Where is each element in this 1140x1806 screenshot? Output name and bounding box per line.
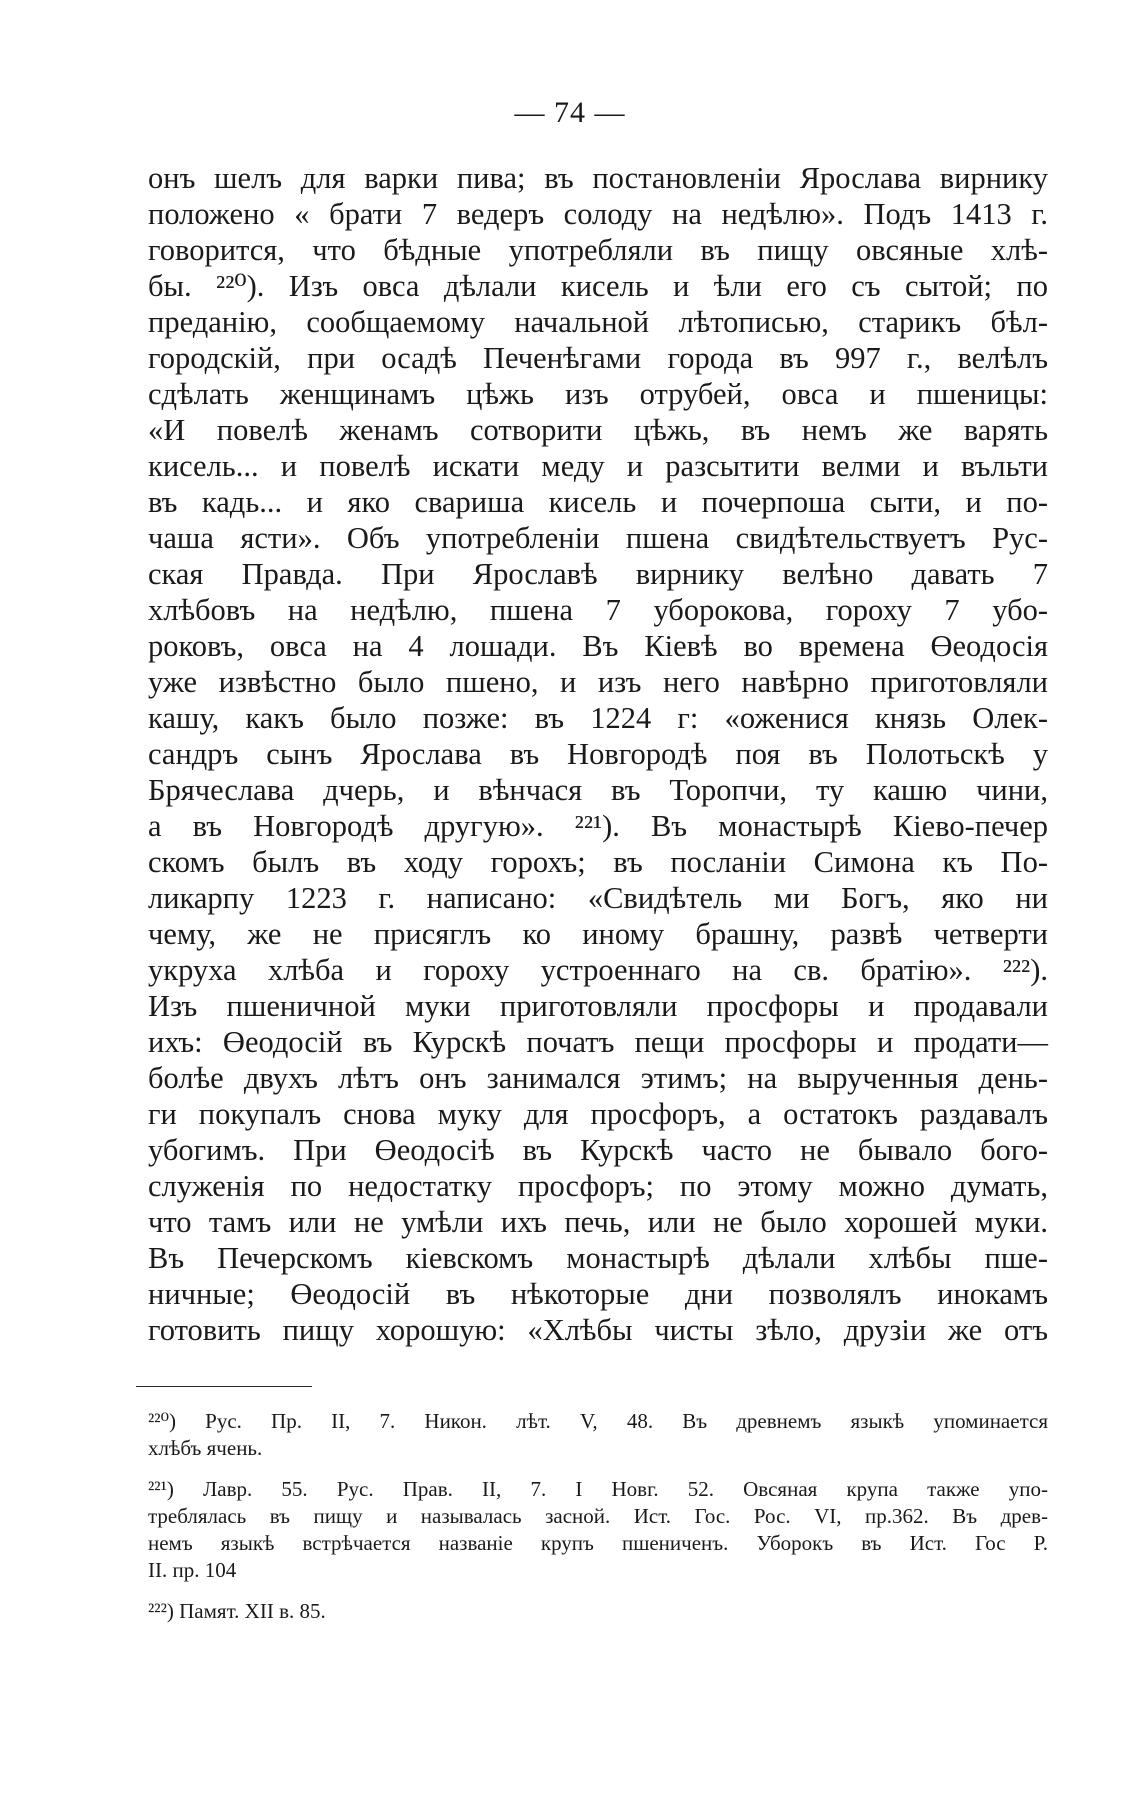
body-line: а въ Новгородѣ другую». ²²¹). Въ монастырѣ Кіево-печер	[148, 809, 1048, 843]
body-line: въ кадь... и яко свариша кисель и почерпоша сыти, и по-	[148, 485, 1048, 519]
footnotes	[148, 1408, 1048, 1625]
footnote-line: II. пр. 104	[148, 1558, 237, 1582]
footnote-line: ²²⁰) Рус. Пр. II, 7. Никон. лѣт. V, 48. Въ древнемъ языкѣ упоминается	[148, 1409, 1048, 1433]
footnote-line: ²²²) Памят. XII в. 85.	[148, 1599, 326, 1623]
body-line: бы. ²²⁰). Изъ овса дѣлали кисель и ѣли его съ сытой; по	[148, 269, 1048, 303]
body-line: кашу, какъ было позже: въ 1224 г: «оженися князь Олек-	[148, 701, 1048, 735]
body-line: что тамъ или не умѣли ихъ печь, или не было хорошей муки.	[148, 1205, 1048, 1239]
body-line: ликарпу 1223 г. написано: «Свидѣтель ми Богъ, яко ни	[148, 881, 1048, 915]
body-line: убогимъ. При Өеодосіѣ въ Курскѣ часто не бывало бого-	[148, 1133, 1048, 1167]
body-text	[148, 160, 1048, 1348]
body-line: преданію, сообщаемому начальной лѣтописью, старикъ бѣл-	[148, 305, 1048, 339]
body-line: укруха хлѣба и гороху устроеннаго на св. братію». ²²²).	[148, 953, 1048, 987]
body-line: ничные; Өеодосій въ нѣкоторые дни позволялъ инокамъ	[148, 1277, 1048, 1311]
body-line: ихъ: Өеодосій въ Курскѣ початъ пещи просфоры и продати—	[148, 1025, 1048, 1059]
body-line: скомъ былъ въ ходу горохъ; въ посланіи Симона къ По-	[148, 845, 1048, 879]
footnote-221	[148, 1476, 1048, 1584]
body-line: уже извѣстно было пшено, и изъ него навѣрно приготовляли	[148, 665, 1048, 699]
body-line: ская Правда. При Ярославѣ вирнику велѣно давать 7	[148, 557, 1048, 591]
footnote-line: ²²¹) Лавр. 55. Рус. Прав. II, 7. I Новг. 52. Овсяная крупа также упо-	[148, 1477, 1048, 1501]
body-line: онъ шелъ для варки пива; въ постановленіи Ярослава вирнику	[148, 161, 1048, 195]
body-line: роковъ, овса на 4 лошади. Въ Кіевѣ во времена Өеодосія	[148, 629, 1048, 663]
footnote-line: хлѣбъ ячень.	[148, 1436, 263, 1460]
body-line: говорится, что бѣдные употребляли въ пищу овсяные хлѣ-	[148, 233, 1048, 267]
body-line: Въ Печерскомъ кіевскомъ монастырѣ дѣлали хлѣбы пше-	[148, 1241, 1048, 1275]
body-line: «И повелѣ женамъ сотворити цѣжь, въ немъ же варять	[148, 413, 1048, 447]
body-line: положено « брати 7 ведеръ солоду на недѣлю». Подъ 1413 г.	[148, 197, 1048, 231]
body-line: готовить пищу хорошую: «Хлѣбы чисты зѣло, друзіи же отъ	[148, 1313, 1048, 1347]
body-line: сдѣлать женщинамъ цѣжь изъ отрубей, овса и пшеницы:	[148, 377, 1048, 411]
body-line: чему, же не присяглъ ко иному брашну, развѣ четверти	[148, 917, 1048, 951]
body-line: городскій, при осадѣ Печенѣгами города въ 997 г., велѣлъ	[148, 341, 1048, 375]
body-line: чаша ясти». Объ употребленіи пшена свидѣтельствуетъ Рус-	[148, 521, 1048, 555]
footnote-line: немъ языкѣ встрѣчается названіе крупъ пшениченъ. Уборокъ въ Ист. Гос Р.	[148, 1531, 1048, 1555]
body-line: ги покупалъ снова муку для просфоръ, а остатокъ раздавалъ	[148, 1097, 1048, 1131]
footnote-220	[148, 1408, 1048, 1462]
body-line: хлѣбовъ на недѣлю, пшена 7 уборокова, гороху 7 убо-	[148, 593, 1048, 627]
body-line: служенія по недостатку просфоръ; по этому можно думать,	[148, 1169, 1048, 1203]
body-line: Изъ пшеничной муки приготовляли просфоры и продавали	[148, 989, 1048, 1023]
body-line: кисель... и повелѣ искати меду и разсытити велми и въльти	[148, 449, 1048, 483]
page-number: — 74 —	[514, 96, 626, 129]
body-line: Брячеслава дчерь, и вѣнчася въ Торопчи, ту кашю чини,	[148, 773, 1048, 807]
footnote-divider	[136, 1386, 312, 1387]
body-line: сандръ сынъ Ярослава въ Новгородѣ поя въ Полотьскѣ у	[148, 737, 1048, 771]
footnote-222	[148, 1598, 1048, 1625]
body-line: болѣе двухъ лѣтъ онъ занимался этимъ; на вырученныя день-	[148, 1061, 1048, 1095]
footnote-line: треблялась въ пищу и называлась засной. Ист. Гос. Рос. VI, пр.362. Въ древ-	[148, 1504, 1048, 1528]
